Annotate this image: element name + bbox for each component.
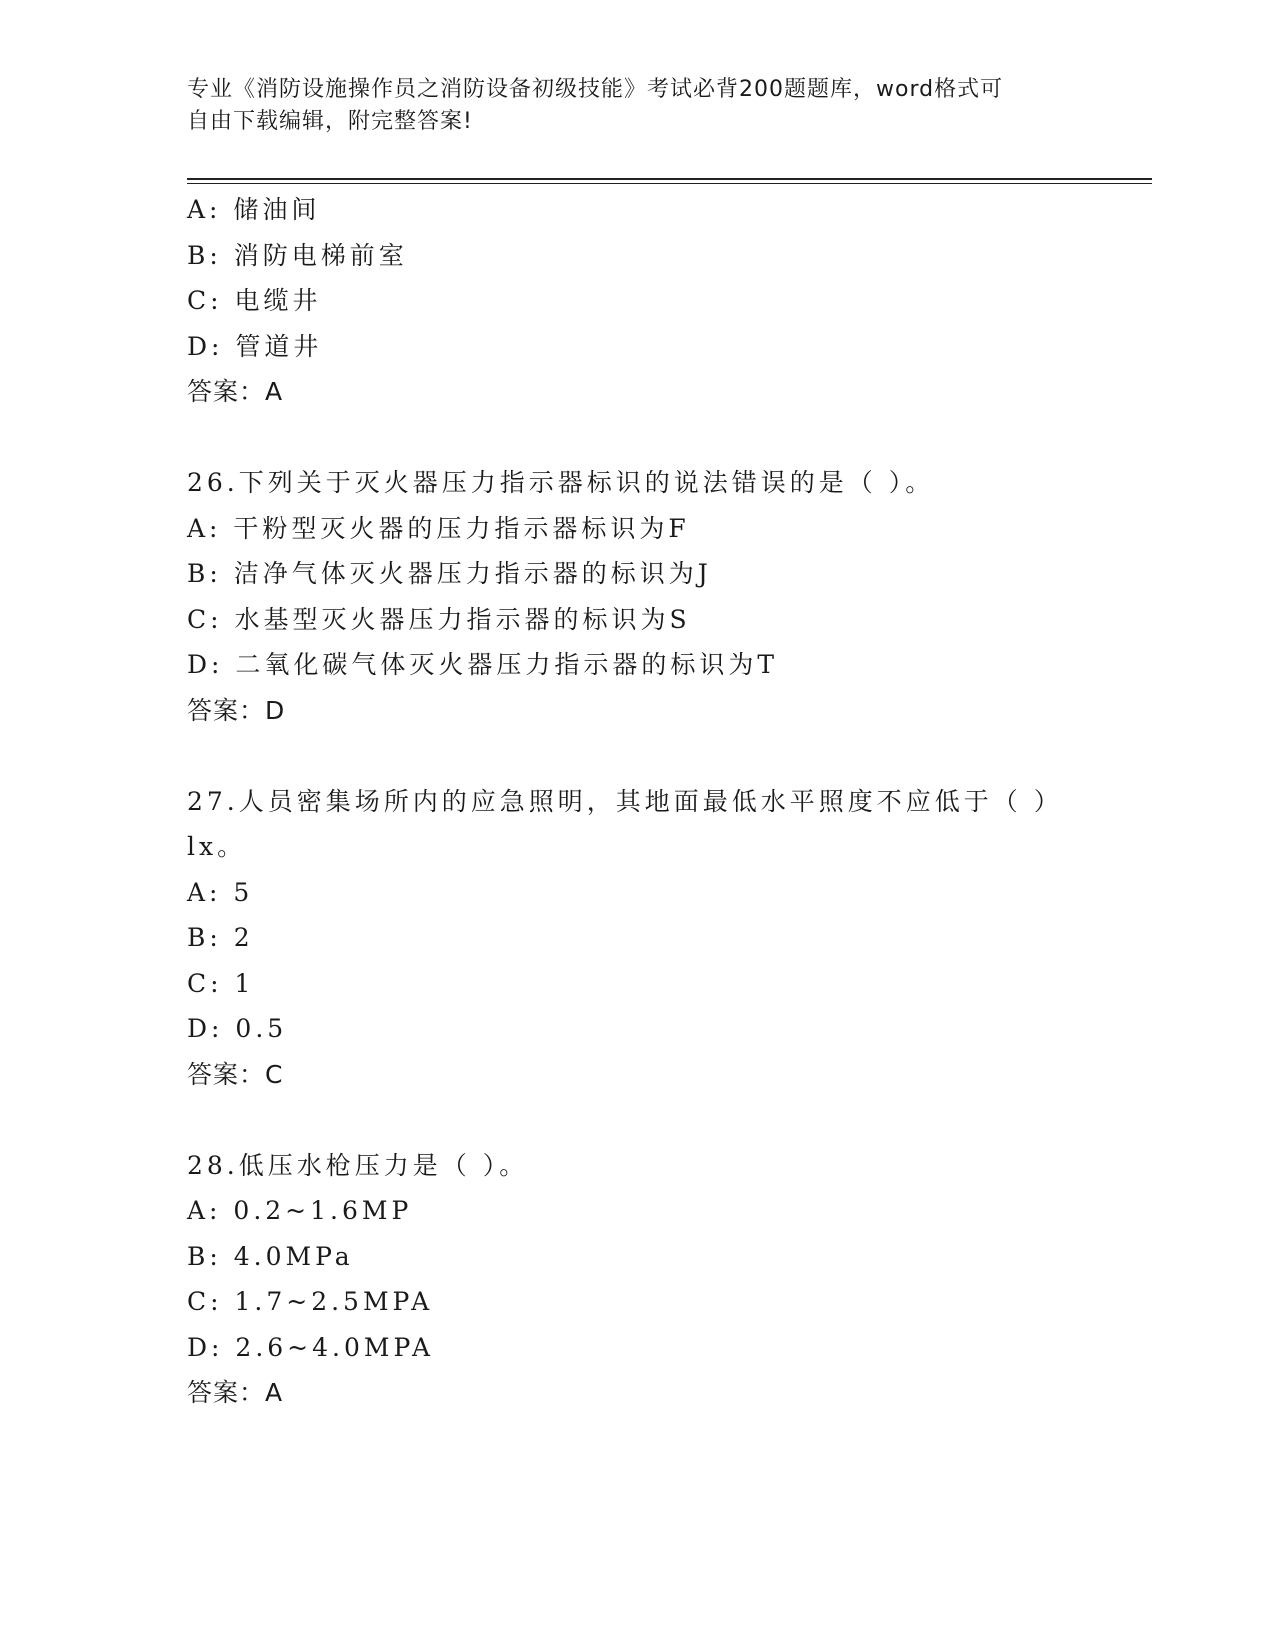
spacer	[187, 733, 1087, 779]
q27-question-line-1: 27.人员密集场所内的应急照明，其地面最低水平照度不应低于（ ）	[187, 786, 1063, 816]
q28-option-c: C: 1.7~2.5MPA	[187, 1287, 434, 1316]
header-rule-thick	[187, 178, 1152, 180]
q25-option-b: B: 消防电梯前室	[187, 240, 408, 270]
header-line-1: 专业《消防设施操作员之消防设备初级技能》考试必背200题题库，word格式可	[187, 77, 1004, 102]
question-content	[187, 187, 1087, 1416]
q25-option-d: D: 管道井	[187, 331, 323, 361]
q27-option-b: B: 2	[187, 923, 254, 952]
q27-answer: 答案：C	[187, 1059, 284, 1089]
q27-option-a: A: 5	[187, 877, 254, 907]
q27-option-d: D: 0.5	[187, 1014, 288, 1043]
q27-option-c: C: 1	[187, 968, 255, 998]
q26-question: 26.下列关于灭火器压力指示器标识的说法错误的是（ ）。	[187, 468, 935, 497]
q28-option-d: D: 2.6~4.0MPA	[187, 1332, 435, 1362]
document-header	[187, 74, 1087, 138]
header-line-2: 自由下载编辑，附完整答案!	[187, 109, 473, 134]
q28-option-b: B: 4.0MPa	[187, 1241, 354, 1271]
q28-option-a: A: 0.2~1.6MP	[187, 1196, 413, 1225]
q26-option-b: B: 洁净气体灭火器压力指示器的标识为J	[187, 559, 712, 588]
q28-answer: 答案：A	[187, 1378, 284, 1407]
q26-answer: 答案：D	[187, 695, 286, 725]
q26-option-d: D: 二氧化碳气体灭火器压力指示器的标识为T	[187, 650, 779, 679]
spacer	[187, 415, 1087, 461]
q26-option-c: C: 水基型灭火器压力指示器的标识为S	[187, 604, 691, 634]
q26-option-a: A: 干粉型灭火器的压力指示器标识为F	[187, 513, 690, 543]
q25-answer: 答案：A	[187, 377, 284, 406]
q25-option-a: A: 储油间	[187, 195, 321, 224]
q28-question: 28.低压水枪压力是（ ）。	[187, 1150, 529, 1180]
q27-question-line-2: lx。	[187, 832, 247, 861]
q25-option-c: C: 电缆井	[187, 286, 322, 315]
spacer	[187, 1097, 1087, 1143]
header-rule-thin	[187, 183, 1152, 184]
